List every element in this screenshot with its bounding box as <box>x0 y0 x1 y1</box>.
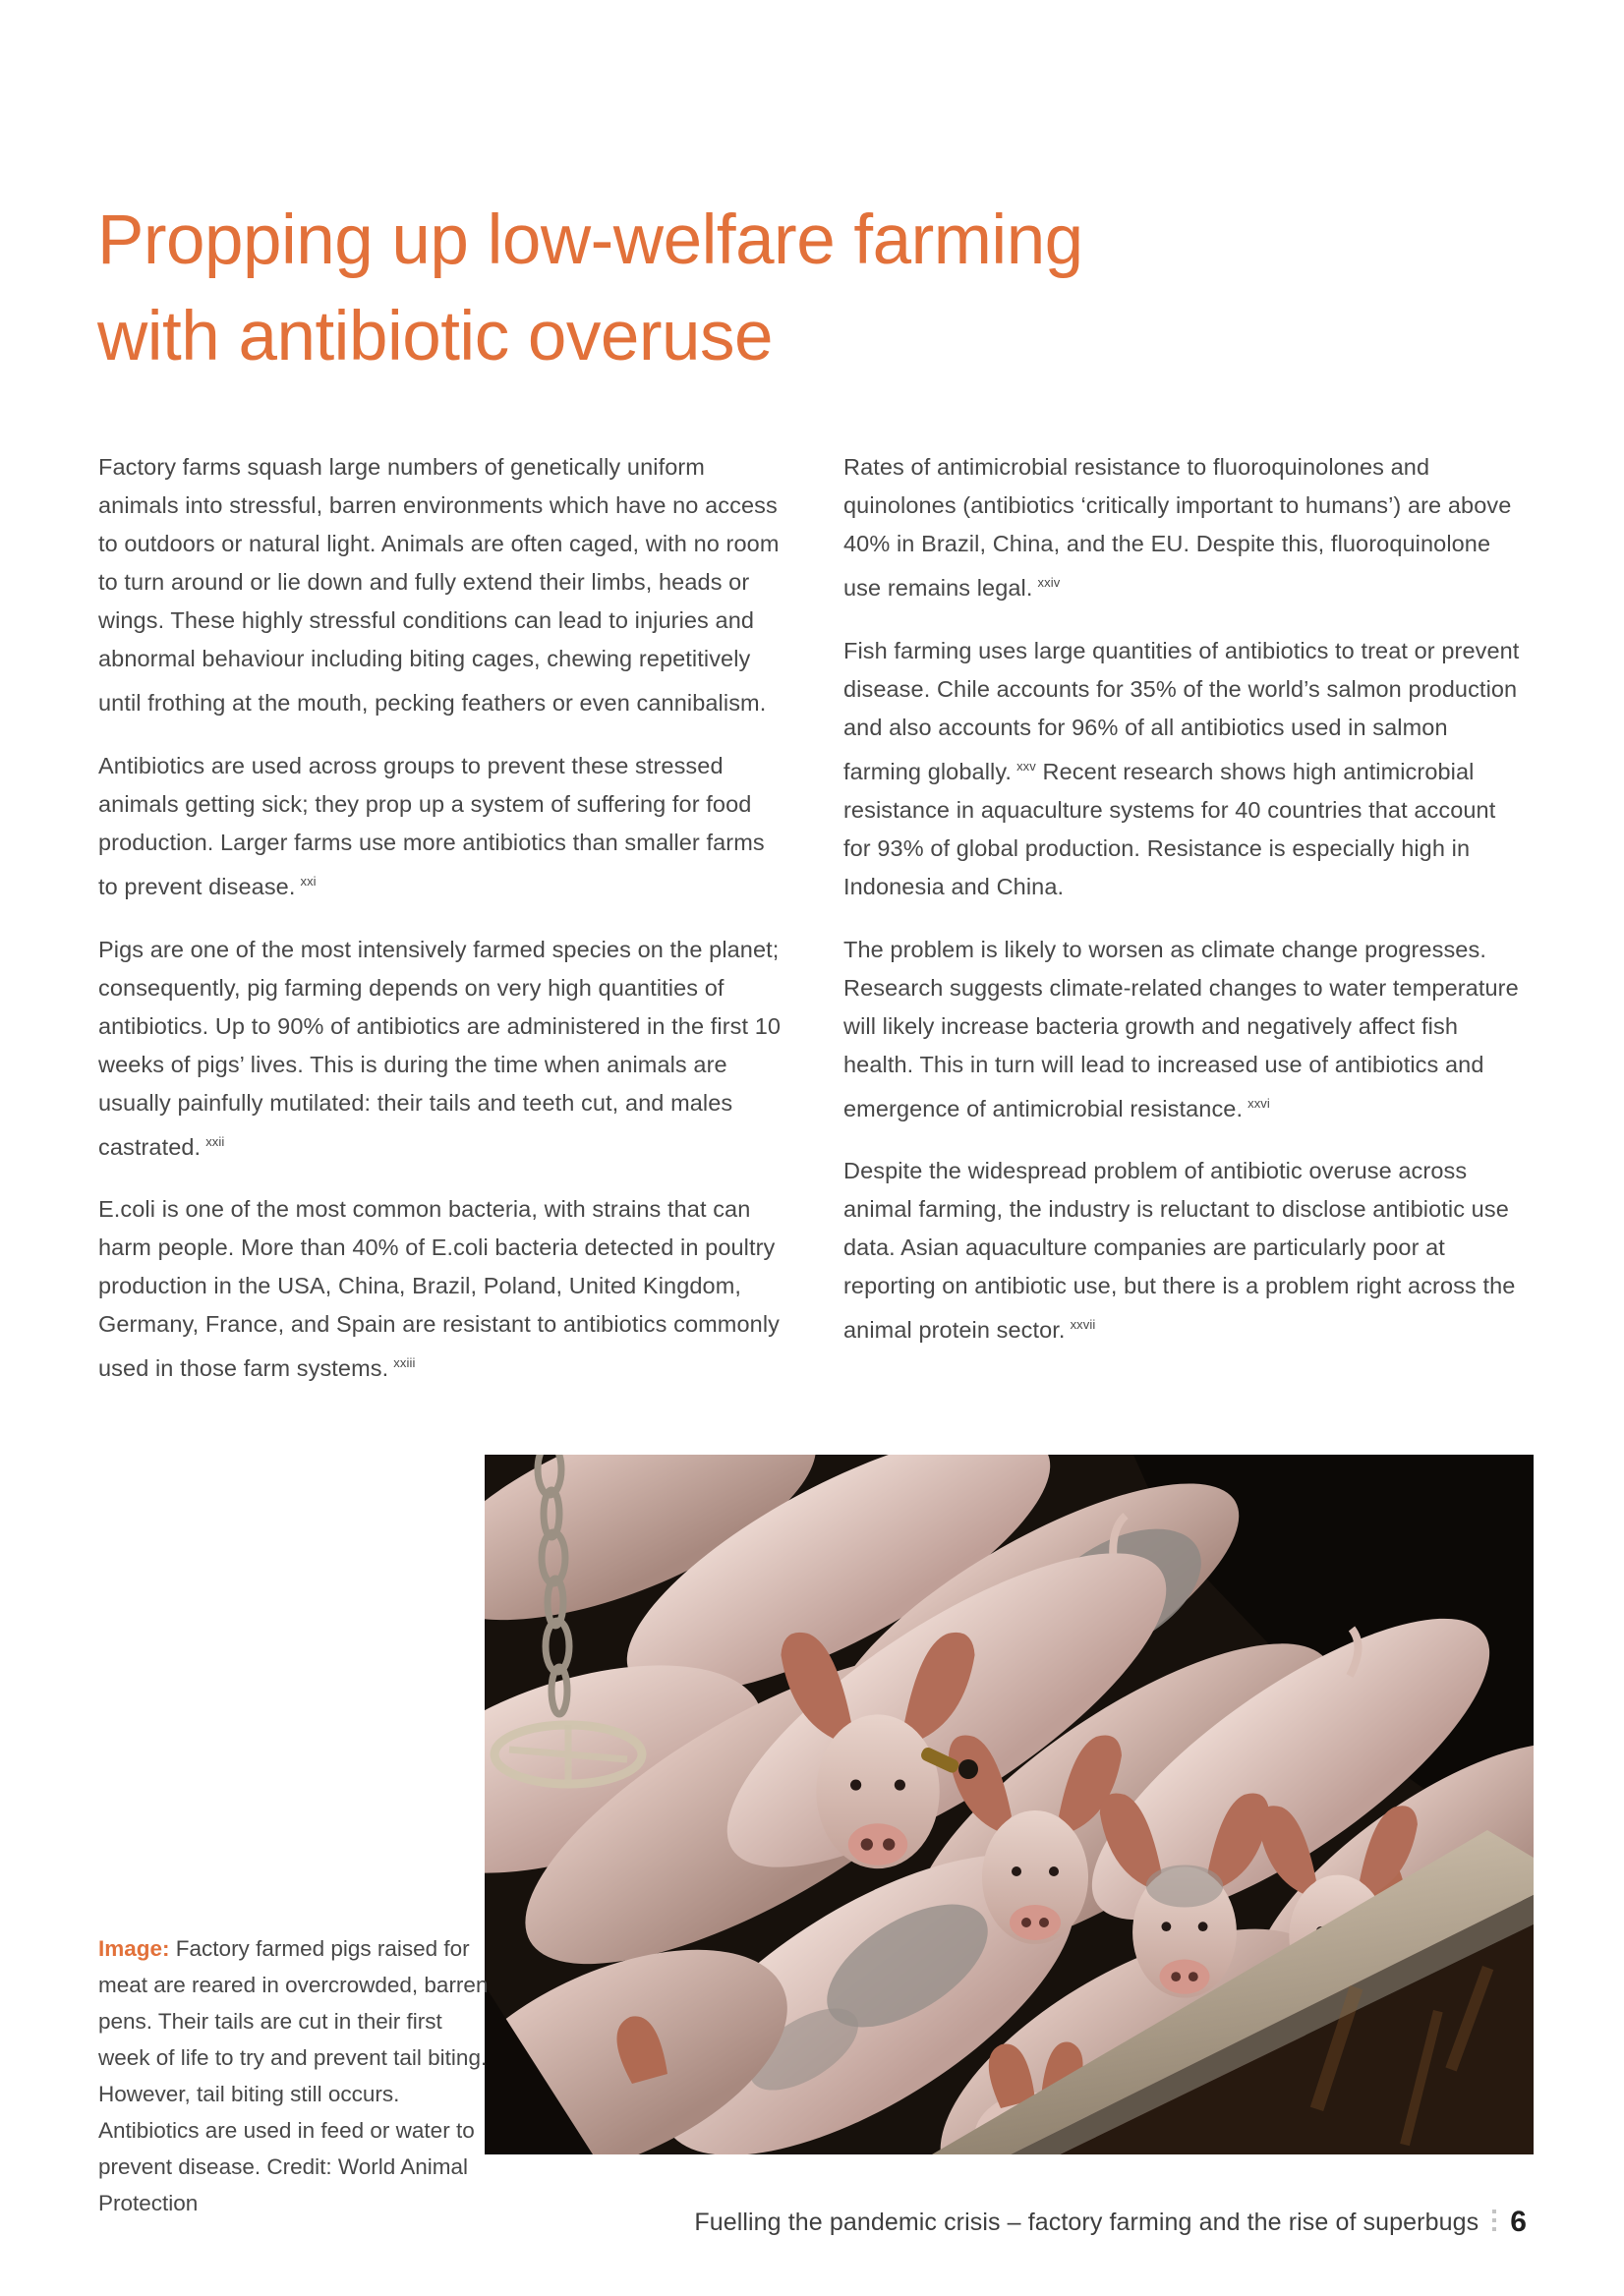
footnote-ref: xxi <box>300 873 317 889</box>
page-number: 6 <box>1510 2206 1527 2238</box>
footnote-ref: xxvi <box>1247 1095 1270 1111</box>
footer-title: Fuelling the pandemic crisis – factory farming and the rise of superbugs <box>694 2208 1479 2236</box>
pigs-photo <box>485 1455 1534 2154</box>
footnote-ref: xxvii <box>1070 1317 1096 1333</box>
footer-separator-dots <box>1492 2210 1496 2236</box>
footnote-ref: xxiv <box>1037 575 1061 590</box>
paragraph: Antibiotics are used across groups to prevent these stressed animals getting sick; they prop up a system of suffering for food production. Larger farms use more antibiotics than smaller farms to prevent disease. $^{xxi}$ <box>98 752 765 899</box>
pigs-photo-illustration <box>485 1455 1534 2154</box>
footnote-ref: xxii <box>205 1133 225 1149</box>
paragraph: E.coli is one of the most common bacteria, with strains that can harm people. More than 40% of E.coli bacteria detected in poultry production in the USA, China, Brazil, Poland, United Kingdom, Germany, France, and Spain are resistant to antibiotics commonly used in those farm systems. $^{xxiii}$ <box>98 1196 780 1382</box>
left-column <box>98 448 782 1388</box>
page-title <box>97 193 1083 385</box>
paragraph: The problem is likely to worsen as climate change progresses. Research suggests climate-related changes to water temperature will likely increase bacteria growth and negatively affect fish health. This in turn will lead to increased use of antibiotics and emergence of antimicrobial resistance. $^{xxvi}$ <box>843 936 1519 1121</box>
caption-text: Factory farmed pigs raised for meat are reared in overcrowded, barren pens. Their tails are cut in their first week of life to try and prevent tail biting. However, tail biting still occurs. Antibiotics are used in feed or water to prevent disease. Credit: World Animal Protection <box>98 1936 489 2215</box>
paragraph: Despite the widespread problem of antibiotic overuse across animal farming, the industry is reluctant to disclose antibiotic use data. Asian aquaculture companies are particularly poor at reporting on antibiotic use, but there is a problem right across the animal protein sector. $^{xxvii}$ <box>843 1158 1516 1344</box>
paragraph: Pigs are one of the most intensively farmed species on the planet; consequently, pig farming depends on very high quantities of antibiotics. Up to 90% of antibiotics are administered in the first 10 weeks of pigs’ lives. This is during the time when animals are usually painfully mutilated: their tails and teeth cut, and males castrated. $^{xxii}$ <box>98 936 782 1160</box>
right-column <box>843 448 1527 1388</box>
page-footer <box>694 2206 1527 2239</box>
paragraph: Factory farms squash large numbers of genetically uniform animals into stressful, barren environments which have no access to outdoors or natural light. Animals are often caged, with no room to turn around or lie down and fully extend their limbs, heads or wings. These highly stressful conditions can lead to injuries and abnormal behaviour including biting cages, chewing repetitively until frothing at the mouth, pecking feathers or even cannibalism. <box>98 454 780 716</box>
title-line-1: Propping up low-welfare farming <box>97 201 1083 279</box>
image-caption <box>98 1930 490 2221</box>
paragraph: Fish farming uses large quantities of antibiotics to treat or prevent disease. Chile accounts for 35% of the world’s salmon production and also accounts for 96% of all antibiotics used in salmon farming globally. $^{xxv}$ Recent research shows high antimicrobial resistance in aquaculture systems for 40 countries that account for 93% of global production. Resistance is especially high in Indonesia and China. <box>843 637 1520 899</box>
paragraph: Rates of antimicrobial resistance to fluoroquinolones and quinolones (antibiotics ‘critically important to humans’) are above 40% in Brazil, China, and the EU. Despite this, fluoroquinolone use remains legal. $^{xxiv}$ <box>843 454 1512 601</box>
footnote-ref: xxv <box>1016 758 1036 774</box>
caption-label: Image: <box>98 1936 170 1961</box>
title-line-2: with antibiotic overuse <box>97 298 774 375</box>
body-columns <box>98 448 1527 1388</box>
footnote-ref: xxiii <box>393 1355 416 1371</box>
